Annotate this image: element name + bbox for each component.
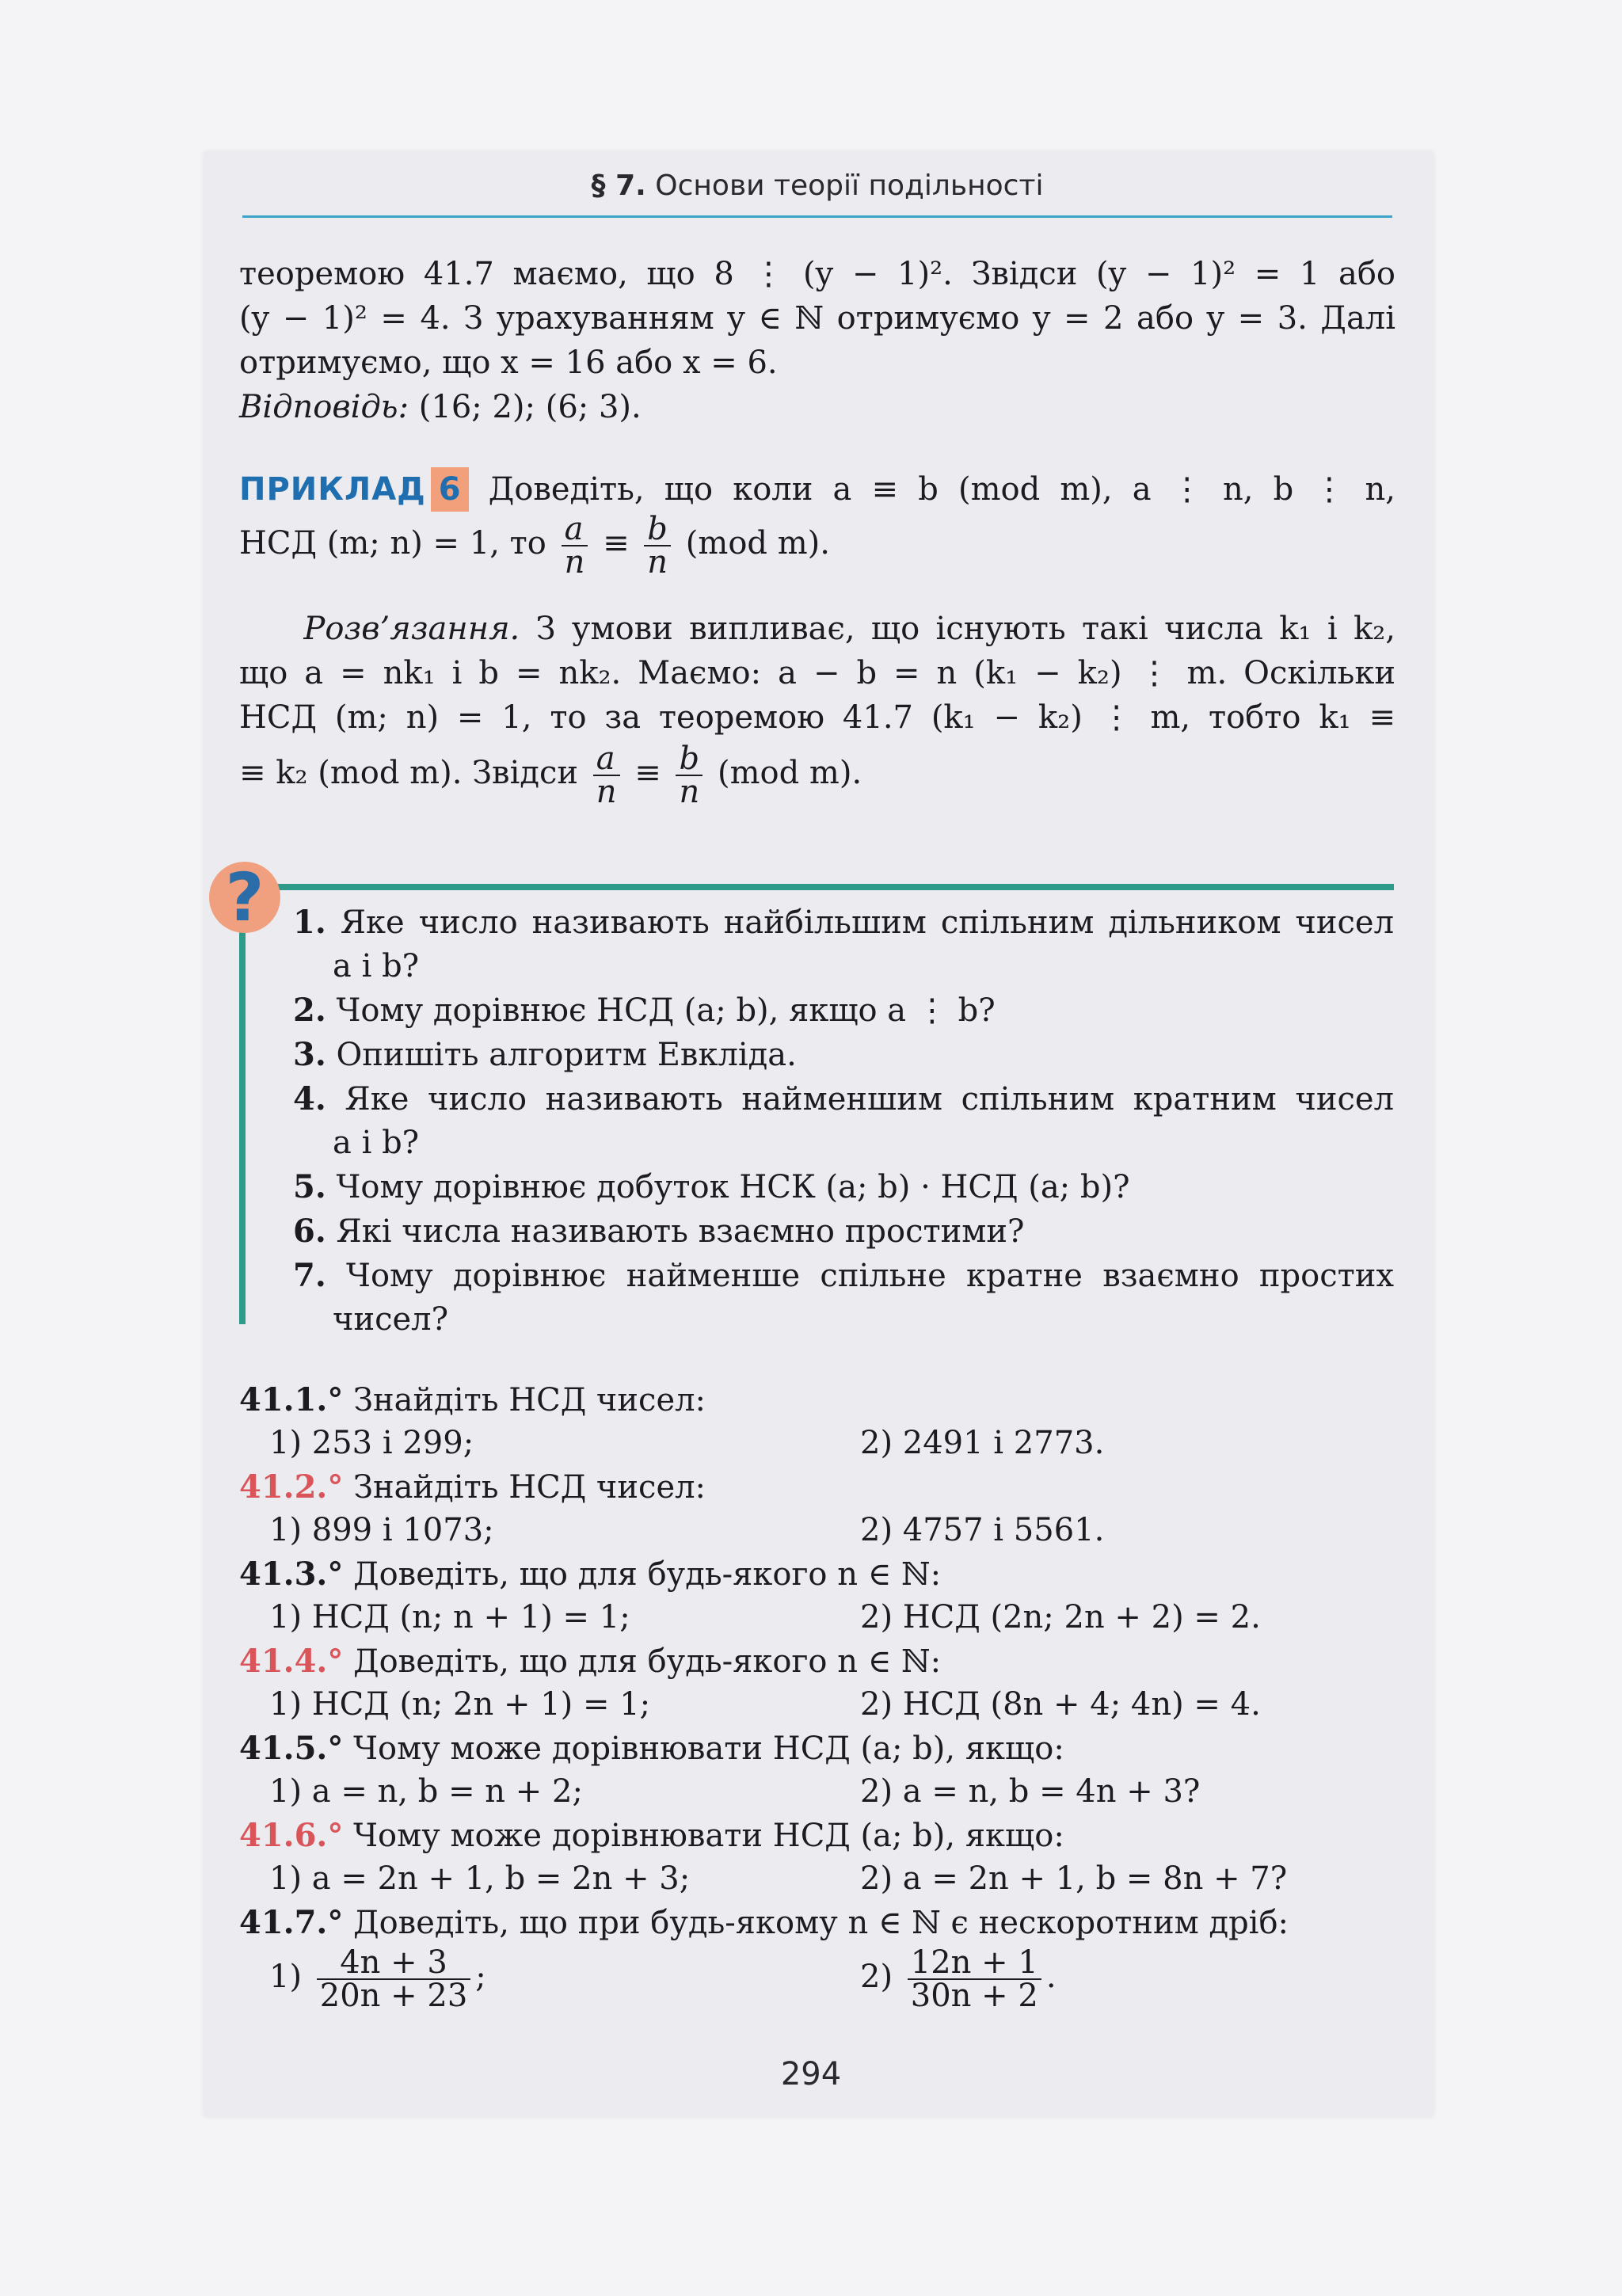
fraction-numerator: a <box>562 513 588 546</box>
fraction-denominator: 30n + 2 <box>910 1978 1038 2014</box>
fraction-numerator: 12n + 1 <box>908 1947 1041 1980</box>
text-line: отримуємо, що x = 16 або x = 6. <box>239 345 778 381</box>
solution-label: Розв’язання. <box>303 611 520 647</box>
exercise-part: 1) a = n, b = n + 2; <box>269 1773 583 1810</box>
question-number: 4. <box>293 1080 326 1118</box>
question-number: 7. <box>293 1257 326 1294</box>
fraction-b-over-n <box>676 743 702 808</box>
exercise-part: 1) 899 і 1073; <box>269 1512 494 1548</box>
running-header <box>242 169 1392 202</box>
exercise-41-1 <box>239 1378 1395 1422</box>
exercise-text: Знайдіть НСД чисел: <box>353 1382 706 1418</box>
text-line: теоремою 41.7 маємо, що 8 ⋮ (y − 1)². Звідси (y − 1)² = 1 або <box>239 256 1395 292</box>
example-6 <box>239 467 1395 581</box>
fraction-b-over-n <box>644 511 671 581</box>
question-text: Яке число називають найменшим спільним кратним чисел <box>345 1081 1394 1118</box>
exercise-text: Доведіть, що для будь-якого n ∈ ℕ: <box>353 1643 942 1680</box>
question-text: Яке число називають найбільшим спільним дільником чисел <box>340 904 1395 941</box>
solution-line <box>239 740 1395 808</box>
punctuation: . <box>1045 1959 1057 1995</box>
example-number: 6 <box>431 467 469 512</box>
questions-list <box>293 901 1394 1342</box>
question-item <box>293 1209 1394 1254</box>
example-first-line <box>239 467 1395 512</box>
exercise-number: 41.5.° <box>239 1730 344 1767</box>
question-text: Які числа називають взаємно простими? <box>336 1213 1025 1250</box>
question-text: Чому дорівнює добуток НСК (a; b) · НСД (a; b)? <box>336 1169 1130 1205</box>
fraction-numerator: b <box>676 743 702 776</box>
fraction <box>908 1944 1041 2014</box>
exercise-text: Доведіть, що при будь-якому n ∈ ℕ є нескоротним дріб: <box>353 1905 1289 1941</box>
question-number: 6. <box>293 1213 326 1250</box>
exercise-text: Чому може дорівнювати НСД (a; b), якщо: <box>353 1818 1064 1854</box>
fraction-denominator: n <box>596 774 617 810</box>
answer-value: (16; 2); (6; 3). <box>418 389 642 425</box>
question-text: Чому дорівнює найменше спільне кратне взаємно простих <box>346 1258 1394 1294</box>
part-label: 1) <box>269 1959 303 1995</box>
exercise-text: Доведіть, що для будь-якого n ∈ ℕ: <box>353 1556 942 1593</box>
example-statement: Доведіть, що коли a ≡ b (mod m), a ⋮ n, b ⋮ n, <box>488 471 1395 508</box>
exercise-part: 1) НСД (n; n + 1) = 1; <box>269 1599 630 1635</box>
text-segment: (mod m). <box>685 525 830 562</box>
fraction-numerator: 4n + 3 <box>317 1947 471 1980</box>
question-item <box>293 901 1394 988</box>
questions-side-rule <box>239 911 246 1324</box>
questions-top-rule <box>261 884 1394 890</box>
fraction-denominator: n <box>564 544 585 581</box>
exercise-number: 41.6.° <box>239 1817 344 1854</box>
fraction-denominator: n <box>647 544 668 581</box>
fraction <box>317 1944 471 2014</box>
fraction-numerator: b <box>644 513 671 546</box>
fraction-numerator: a <box>593 743 620 776</box>
exercise-part: 2) 2491 і 2773. <box>860 1425 1105 1461</box>
question-item <box>293 1033 1394 1077</box>
exercise-number: 41.2.° <box>239 1468 344 1506</box>
exercise-part: 2) НСД (2n; 2n + 2) = 2. <box>860 1599 1261 1635</box>
fraction-denominator: 20n + 23 <box>319 1978 468 2014</box>
section-title: Основи теорії подільності <box>655 169 1044 202</box>
header-rule <box>242 215 1392 218</box>
text-segment: ≡ k₂ (mod m). Звідси <box>239 755 579 791</box>
question-text: a і b? <box>333 1125 420 1161</box>
exercise-part-fraction-2 <box>860 1944 1057 2014</box>
exercise-part: 2) НСД (8n + 4; 4n) = 4. <box>860 1686 1261 1723</box>
exercise-part: 1) НСД (n; 2n + 1) = 1; <box>269 1686 651 1723</box>
question-item <box>293 988 1394 1033</box>
solution-line <box>239 607 1395 651</box>
section-number: § 7. <box>591 169 646 202</box>
text-segment: З умови випливає, що існують такі числа k₁ і k₂, <box>535 611 1396 647</box>
exercise-part: 2) 4757 і 5561. <box>860 1512 1105 1548</box>
solution-paragraph <box>239 607 1395 808</box>
exercise-part: 2) a = 2n + 1, b = 8n + 7? <box>860 1860 1288 1897</box>
answer-label: Відповідь: <box>239 389 409 425</box>
fraction-a-over-n <box>593 743 620 808</box>
exercise-41-4 <box>239 1639 1395 1684</box>
fraction-a-over-n <box>562 511 588 581</box>
part-label: 2) <box>860 1959 893 1995</box>
punctuation: ; <box>475 1959 486 1995</box>
intro-paragraph <box>239 252 1395 429</box>
exercise-41-5 <box>239 1727 1395 1771</box>
exercise-part: 2) a = n, b = 4n + 3? <box>860 1773 1201 1810</box>
text-segment: НСД (m; n) = 1, то <box>239 525 546 562</box>
example-label: ПРИКЛАД <box>239 471 426 508</box>
question-text: чисел? <box>333 1301 449 1338</box>
answer-line <box>239 385 1395 429</box>
equiv-sign: ≡ <box>603 525 630 562</box>
example-second-line <box>239 511 1395 581</box>
solution-line: НСД (m; n) = 1, то за теоремою 41.7 (k₁ − k₂) ⋮ m, тобто k₁ ≡ <box>239 699 1395 736</box>
exercise-41-3 <box>239 1552 1395 1597</box>
fraction-denominator: n <box>679 774 700 810</box>
exercise-41-7 <box>239 1901 1395 1945</box>
question-number: 5. <box>293 1168 326 1205</box>
exercise-part: 1) 253 і 299; <box>269 1425 474 1461</box>
text-line: (y − 1)² = 4. З урахуванням y ∈ ℕ отримуємо y = 2 або y = 3. Далі <box>239 300 1395 337</box>
question-item <box>293 1077 1394 1165</box>
question-text: Опишіть алгоритм Евкліда. <box>336 1037 797 1073</box>
question-text: Чому дорівнює НСД (a; b), якщо a ⋮ b? <box>336 992 996 1029</box>
solution-line: що a = nk₁ і b = nk₂. Маємо: a − b = n (k₁ − k₂) ⋮ m. Оскільки <box>239 655 1395 691</box>
exercise-part: 1) a = 2n + 1, b = 2n + 3; <box>269 1860 691 1897</box>
question-item <box>293 1165 1394 1209</box>
page-number: 294 <box>780 2056 842 2092</box>
question-item <box>293 1254 1394 1342</box>
equiv-sign: ≡ <box>634 755 661 791</box>
text-segment: (mod m). <box>717 755 862 791</box>
question-text: a і b? <box>333 948 420 984</box>
exercise-number: 41.7.° <box>239 1904 344 1941</box>
exercise-text: Чому може дорівнювати НСД (a; b), якщо: <box>353 1731 1064 1767</box>
question-mark-icon: ? <box>209 862 280 933</box>
exercise-number: 41.4.° <box>239 1643 344 1680</box>
exercise-41-6 <box>239 1814 1395 1858</box>
exercise-41-2 <box>239 1465 1395 1510</box>
question-number: 3. <box>293 1036 326 1073</box>
question-number: 1. <box>293 904 326 941</box>
exercise-number: 41.1.° <box>239 1381 344 1418</box>
exercise-number: 41.3.° <box>239 1555 344 1593</box>
exercise-text: Знайдіть НСД чисел: <box>353 1469 706 1506</box>
exercise-part-fraction-1 <box>269 1944 486 2014</box>
question-number: 2. <box>293 992 326 1029</box>
